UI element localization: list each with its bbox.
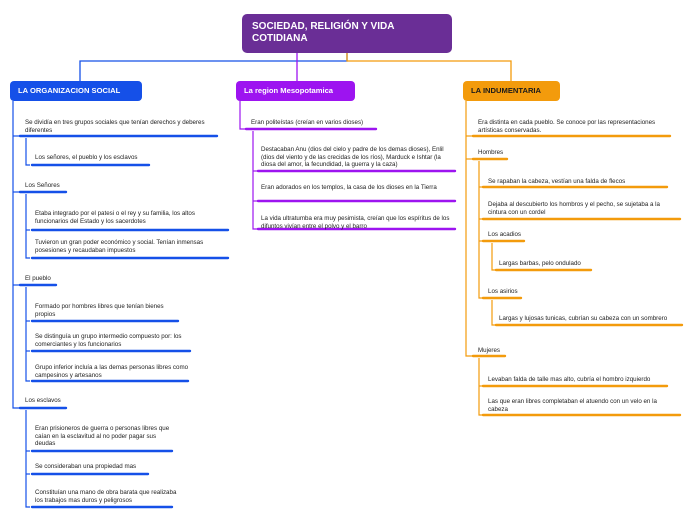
subtopic-mujeres-falda[interactable]: Levaban falda de talle mas alto, cubría el hombro izquierdo <box>488 376 651 383</box>
subtopic-templos[interactable]: Eran adorados en los templos, la casa de los dioses en la Tierra <box>261 184 437 191</box>
subtopic-distinta-cada-pueblo[interactable]: Era distinta en cada pueblo. Se conoce por las representaciones artísticas conservadas. <box>478 119 656 134</box>
connector-root-organizacion <box>80 53 347 81</box>
subtopic-esclavos-propiedad[interactable]: Se consideraban una propiedad mas <box>35 463 137 470</box>
subtopic-los-senores[interactable]: Los Señores <box>25 182 60 189</box>
subtopic-los-esclavos[interactable]: Los esclavos <box>25 397 61 404</box>
central-topic[interactable]: SOCIEDAD, RELIGIÓN Y VIDA COTIDIANA <box>242 14 452 53</box>
subtopic-politeistas[interactable]: Eran politeístas (creían en varios dioses) <box>251 119 364 126</box>
subtopic-hombres[interactable]: Hombres <box>478 149 504 156</box>
connector-root-indumentaria <box>347 53 511 81</box>
topic-organizacion-social[interactable]: LA ORGANIZACION SOCIAL <box>10 81 142 101</box>
subtopic-senores-poder[interactable]: Tuvieron un gran poder económico y social. Tenían inmensas posesiones y recaudaban impuestos <box>35 239 204 254</box>
subtopic-vida-ultratumba[interactable]: La vida ultratumba era muy pesimista, creían que los espíritus de los difuntos vivían entre el polvo y el barro <box>261 215 450 230</box>
subtopic-mujeres[interactable]: Mujeres <box>478 347 501 354</box>
subtopic-tres-grupos[interactable]: Se dividía en tres grupos sociales que tenían derechos y deberes diferentes <box>25 119 205 134</box>
subtopic-hombres-rapaban[interactable]: Se rapaban la cabeza, vestían una falda de flecos <box>488 178 626 185</box>
subtopic-pueblo-intermedio[interactable]: Se distinguía un grupo intermedio compuesto por: los comerciantes y los funcionarios <box>35 333 182 348</box>
topic-indumentaria[interactable]: LA INDUMENTARIA <box>463 81 560 101</box>
subtopic-los-asirios[interactable]: Los asirios <box>488 288 518 295</box>
subtopic-hombres-descubierto[interactable]: Dejaba al descubierto los hombros y el pecho, se sujetaba a la cintura con un cordel <box>488 201 660 216</box>
subtopic-mujeres-velo[interactable]: Las que eran libres completaban el atuendo con un velo en la cabeza <box>488 398 657 413</box>
subtopic-el-pueblo[interactable]: El pueblo <box>25 275 51 282</box>
subtopic-pueblo-libres[interactable]: Formado por hombres libres que tenían bienes propios <box>35 303 164 318</box>
subtopic-los-acadios[interactable]: Los acadios <box>488 231 522 238</box>
subtopic-senores-pueblo-esclavos[interactable]: Los señores, el pueblo y los esclavos <box>35 154 138 161</box>
topic-region-mesopotamica[interactable]: La region Mesopotamica <box>236 81 355 101</box>
subtopic-dioses-destacados[interactable]: Destacaban Anu (dios del cielo y padre de los demas dioses), Enlil (dios del viento y de las crecidas de los ríos), Marduck e Ishtar (la diosa del amor, la fecundidad, la guerra y la caza) <box>261 146 444 169</box>
subtopic-acadios-barbas[interactable]: Largas barbas, pelo ondulado <box>499 260 581 267</box>
subtopic-asirios-tunicas[interactable]: Largas y lujosas tunicas, cubrían su cabeza con un sombrero <box>499 315 668 322</box>
subtopic-pueblo-inferior[interactable]: Grupo inferior incluía a las demas personas libres como campesinos y artesanos <box>35 364 189 379</box>
subtopic-senores-integrado[interactable]: Etaba integrado por el patesi o el rey y su familia, los altos funcionarios del Estado y los sacerdotes <box>35 210 195 225</box>
subtopic-esclavos-prisioneros[interactable]: Eran prisioneros de guerra o personas libres que caían en la esclavitud al no poder pagar sus deudas <box>35 425 170 448</box>
subtopic-esclavos-mano-obra[interactable]: Constituían una mano de obra barata que realizaba los trabajos mas duros y peligrosos <box>35 489 177 504</box>
